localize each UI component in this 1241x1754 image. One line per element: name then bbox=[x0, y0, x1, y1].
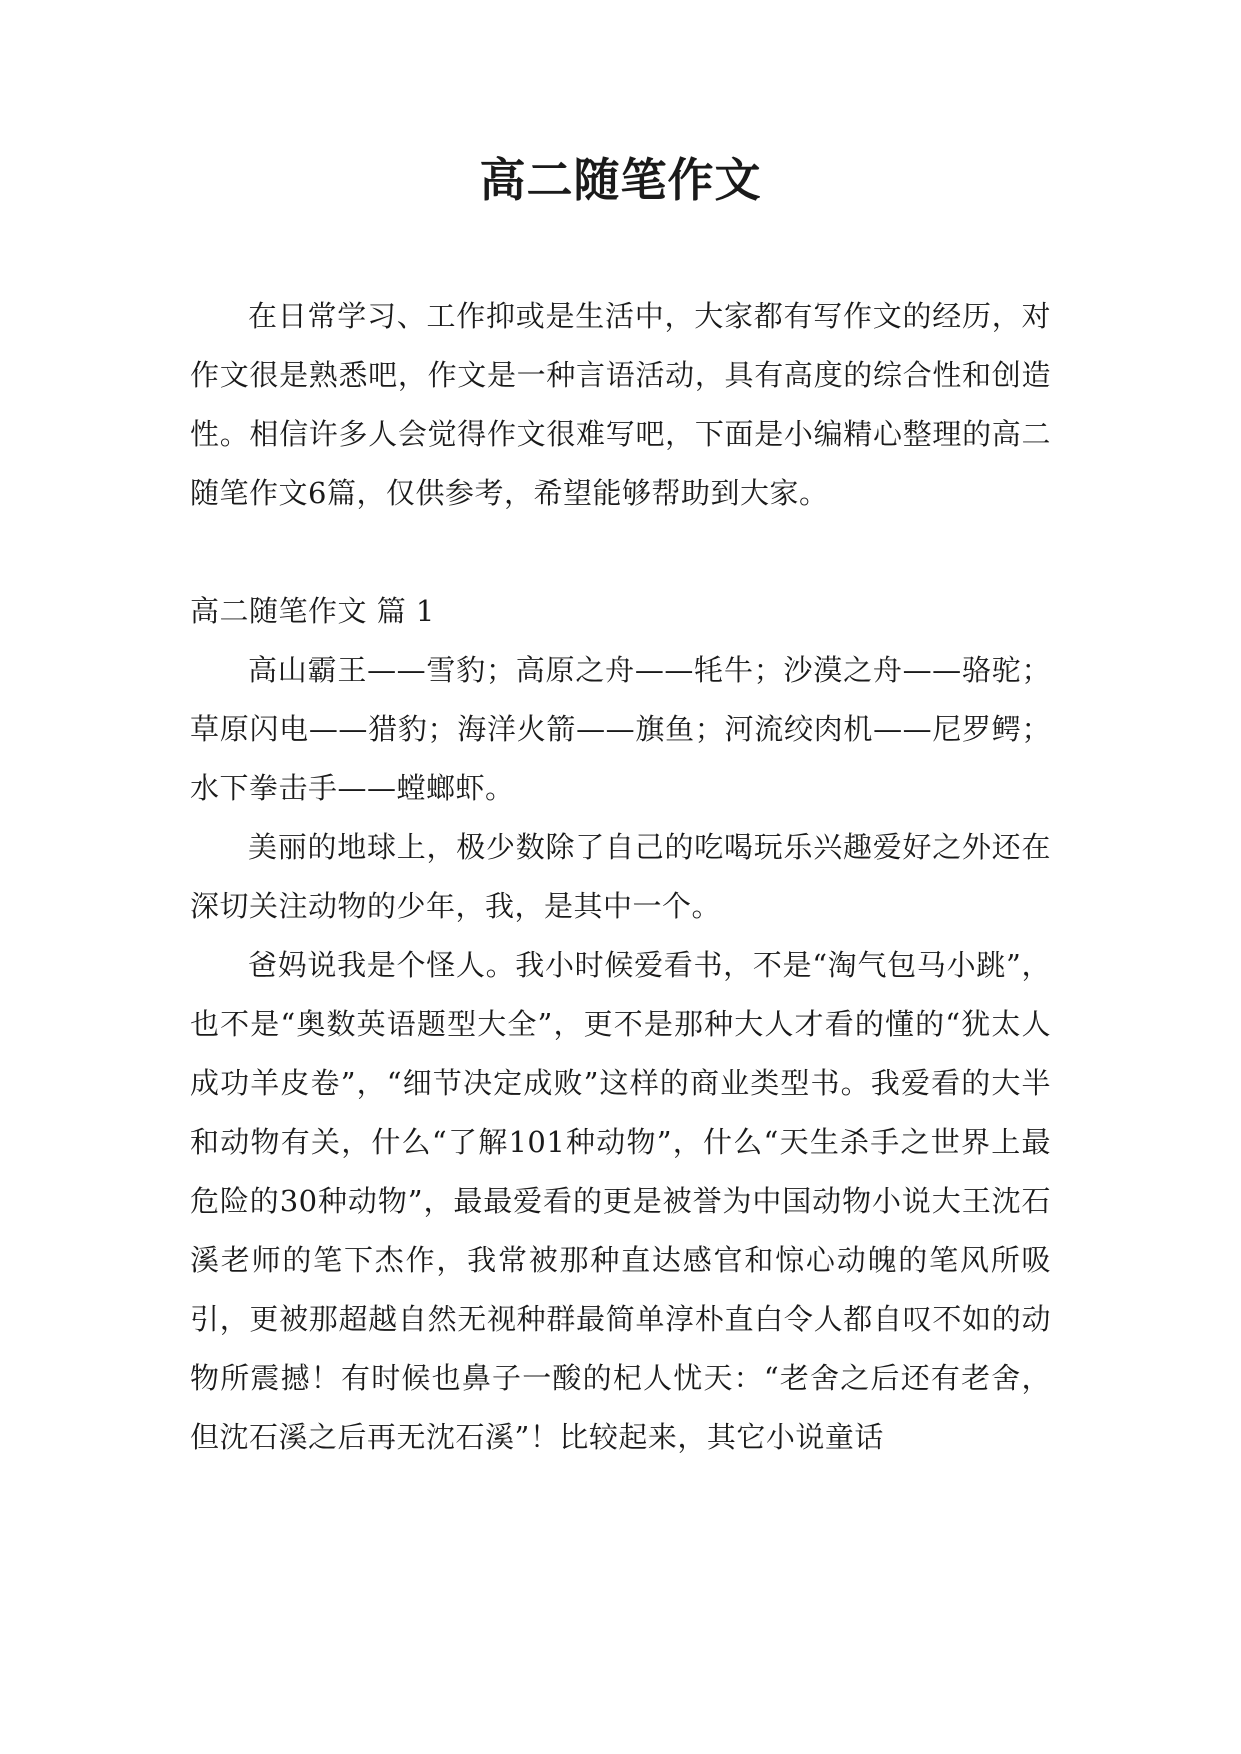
document-title: 高二随笔作文 bbox=[479, 153, 762, 207]
intro-paragraph: 在日常学习、工作抑或是生活中，大家都有写作文的经历，对作文很是熟悉吧，作文是一种言语活动，具有高度的综合性和创造性。相信许多人会觉得作文很难写吧，下面是小编精心整理的高二随笔作文6篇，仅供参考，希望能够帮助到大家。 bbox=[190, 299, 1051, 510]
section-heading: 高二随笔作文 篇 1 bbox=[190, 594, 435, 628]
paragraph-animals: 高山霸王——雪豹；高原之舟——牦牛；沙漠之舟——骆驼；草原闪电——猎豹；海洋火箭——旗鱼；河流绞肉机——尼罗鳄；水下拳击手——螳螂虾。 bbox=[190, 653, 1051, 805]
paragraph-books: 爸妈说我是个怪人。我小时候爱看书，不是“淘气包马小跳”，也不是“奥数英语题型大全”，更不是那种大人才看的懂的“犹太人成功羊皮卷”，“细节决定成败”这样的商业类型书。我爱看的大半和动物有关，什么“了解101种动物”，什么“天生杀手之世界上最危险的30种动物”，最最爱看的更是被誉为中国动物小说大王沈石溪老师的笔下杰作，我常被那种直达感官和惊心动魄的笔风所吸引，更被那超越自然无视种群最简单淳朴直白令人都自叹不如的动物所震撼！有时候也鼻子一酸的杞人忧天：“老舍之后还有老舍，但沈石溪之后再无沈石溪”！比较起来，其它小说童话 bbox=[190, 948, 1051, 1454]
document-body bbox=[190, 287, 1051, 1467]
paragraph-earth: 美丽的地球上，极少数除了自己的吃喝玩乐兴趣爱好之外还在深切关注动物的少年，我，是其中一个。 bbox=[190, 830, 1051, 923]
